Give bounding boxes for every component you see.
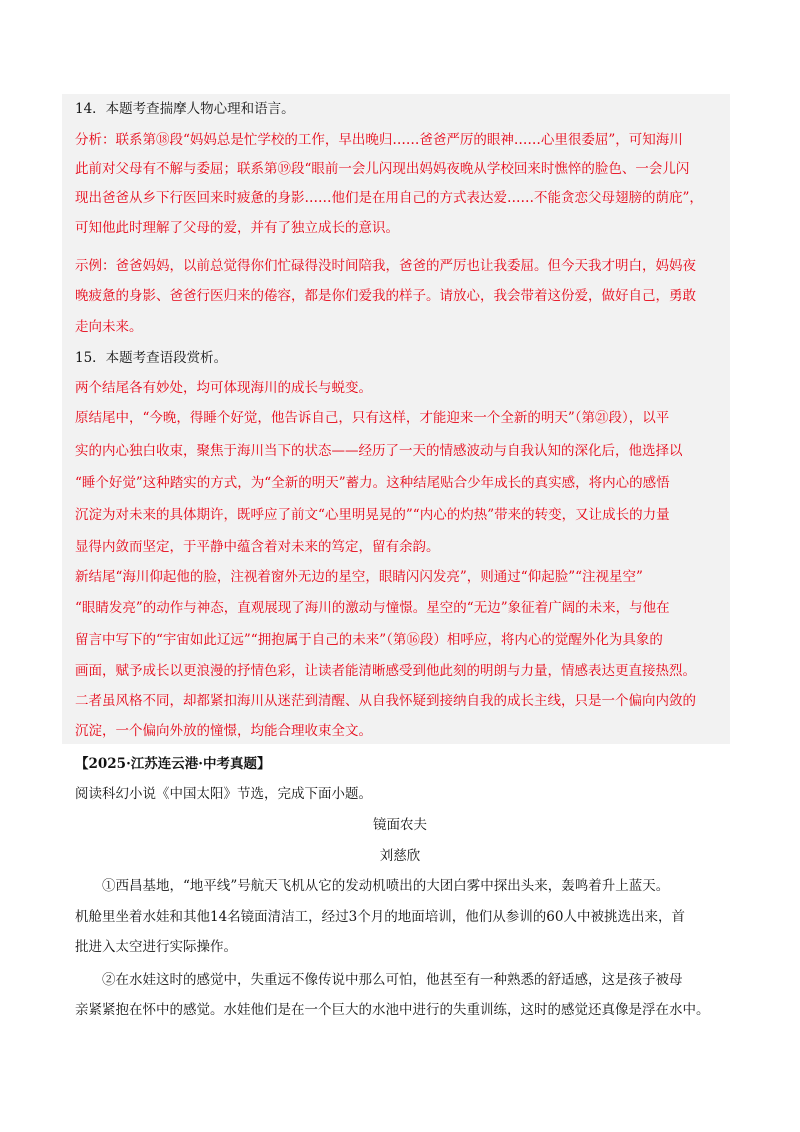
answer-15-line: 沉淀为对未来的具体期许，既呼应了前文“心里明晃晃的”“内心的灼热”带来的转变，又让成长的力量: [75, 507, 670, 523]
answer-15-heading: 15．本题考查语段赏析。: [75, 350, 228, 366]
answer-15-line: “睡个好觉”这种踏实的方式，为“全新的明天”蓄力。这种结尾贴合少年成长的真实感，将内心的感悟: [75, 475, 670, 491]
reading-instruction: 阅读科幻小说《中国太阳》节选，完成下面小题。: [75, 786, 372, 802]
answer-15-line: 留言中写下的“宇宙如此辽远”“拥抱属于自己的未来”（第⑯段）相呼应，将内心的觉醒外化为具象的: [75, 632, 663, 648]
answer-15-line: 二者虽风格不同，却都紧扣海川从迷茫到清醒、从自我怀疑到接纳自我的成长主线，只是一个偏向内敛的: [75, 693, 696, 709]
answer-14-heading: 14．本题考查揣摩人物心理和语言。: [75, 101, 295, 117]
answer-14-analysis-line: 现出爸爸从乡下行医回来时疲惫的身影……他们是在用自己的方式表达爱……不能贪恋父母翅膀的荫庇”，: [75, 190, 703, 206]
story-author: 刘慈欣: [379, 848, 421, 864]
story-paragraph-line: ①西昌基地，“地平线”号航天飞机从它的发动机喷出的大团白雾中探出头来，轰鸣着升上蓝天。: [102, 878, 670, 894]
story-paragraph-line: ②在水娃这时的感觉中，失重远不像传说中那么可怕，他甚至有一种熟悉的舒适感，这是孩子被母: [102, 972, 683, 988]
story-paragraph-line: 批进入太空进行实际操作。: [75, 939, 237, 955]
answer-15-line: 画面，赋予成长以更浪漫的抒情色彩，让读者能清晰感受到他此刻的明朗与力量，情感表达更直接热烈。: [75, 663, 696, 679]
answer-15-line: 实的内心独白收束，聚焦于海川当下的状态——经历了一天的情感波动与自我认知的深化后，他选择以: [75, 443, 683, 459]
answer-14-example-line: 走向未来。: [75, 319, 143, 335]
answer-14-example-line: 示例：爸爸妈妈，以前总觉得你们忙碌得没时间陪我，爸爸的严厉也让我委屈。但今天我才明白，妈妈夜: [75, 258, 696, 274]
answer-15-line: 显得内敛而坚定，于平静中蕴含着对未来的笃定，留有余韵。: [75, 539, 440, 555]
answer-14-analysis-line: 此前对父母有不解与委屈；联系第⑲段“眼前一会儿闪现出妈妈夜晚从学校回来时憔悴的脸色、一会儿闪: [75, 161, 690, 177]
answer-15-line: “眼睛发亮”的动作与神态，直观展现了海川的激动与憧憬。星空的“无边”象征着广阔的未来，与他在: [75, 600, 670, 616]
answer-14-analysis-line: 可知他此时理解了父母的爱，并有了独立成长的意识。: [75, 220, 399, 236]
source-tag: 【2025·江苏连云港·中考真题】: [75, 756, 271, 772]
story-paragraph-line: 机舱里坐着水娃和其他14名镜面清洁工，经过3个月的地面培训，他们从参训的60人中被挑选出来，首: [75, 909, 685, 925]
answer-15-line: 沉淀，一个偏向外放的憧憬，均能合理收束全文。: [75, 723, 372, 739]
answer-15-line: 两个结尾各有妙处，均可体现海川的成长与蜕变。: [75, 380, 372, 396]
answer-14-analysis-line: 分析：联系第⑱段“妈妈总是忙学校的工作，早出晚归……爸爸严厉的眼神……心里很委屈”，可知海川: [75, 132, 683, 148]
story-paragraph-line: 亲紧紧抱在怀中的感觉。水娃他们是在一个巨大的水池中进行的失重训练，这时的感觉还真像是浮在水中。: [75, 1002, 710, 1018]
answer-15-line: 新结尾“海川仰起他的脸，注视着窗外无边的星空，眼睛闪闪发亮”，则通过“仰起脸”“注视星空”: [75, 569, 643, 585]
story-title: 镜面农夫: [373, 817, 427, 833]
answer-15-line: 原结尾中，“今晚，得睡个好觉，他告诉自己，只有这样，才能迎来一个全新的明天”（第㉑段），以平: [75, 410, 670, 426]
answer-14-example-line: 晚疲惫的身影、爸爸行医归来的倦容，都是你们爱我的样子。请放心，我会带着这份爱，做好自己，勇敢: [75, 288, 696, 304]
